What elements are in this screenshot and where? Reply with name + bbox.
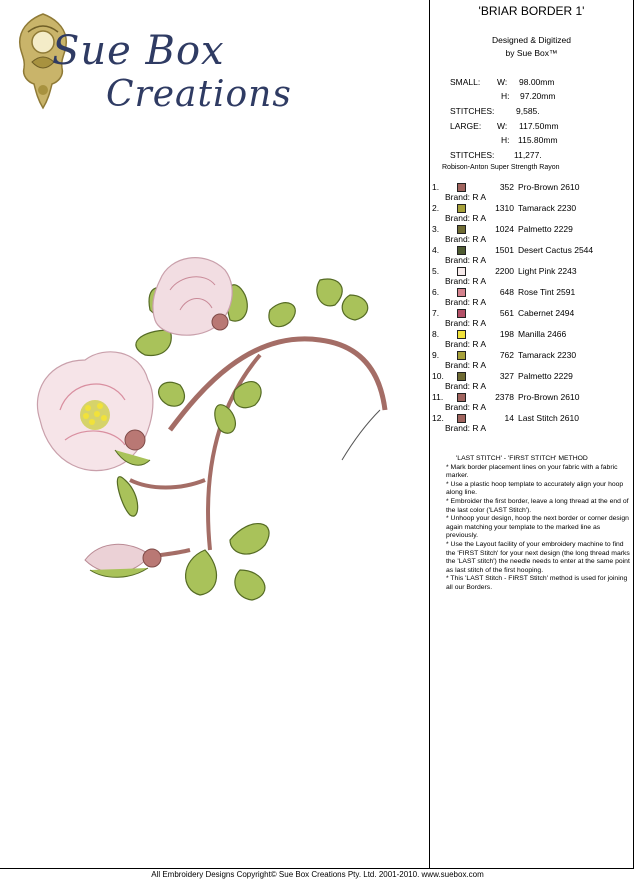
main-stem: [170, 339, 385, 430]
large-h-label: H:: [501, 135, 510, 145]
logo-text-line1: Sue Box: [52, 28, 225, 74]
large-label: LARGE:: [450, 121, 482, 131]
color-brand: Brand: R A: [445, 339, 487, 349]
method-step: * This 'LAST Stitch - FIRST Stitch' method is used for joining all our Borders.: [446, 575, 628, 591]
color-name: Pro-Brown 2610: [518, 182, 580, 192]
designer-credit: [430, 34, 633, 60]
color-code: 2378: [495, 392, 514, 402]
large-stitches-label: STITCHES:: [450, 150, 495, 160]
color-name: Last Stitch 2610: [518, 413, 579, 423]
color-row: [432, 201, 632, 222]
large-width: 117.50mm: [519, 121, 559, 131]
color-number: 4.: [432, 245, 440, 255]
color-brand: Brand: R A: [445, 381, 487, 391]
small-h-label: H:: [501, 91, 510, 101]
leaf: [342, 295, 368, 320]
color-brand: Brand: R A: [445, 360, 487, 370]
color-brand: Brand: R A: [445, 276, 487, 286]
design-title: 'BRIAR BORDER 1': [478, 4, 585, 18]
color-row: [432, 327, 632, 348]
large-stitches: 11,277.: [514, 150, 542, 160]
color-code: 1310: [495, 203, 514, 213]
method-step: * Unhoop your design, hoop the next border or corner design again matching your template to the marked line as previously.: [446, 515, 629, 540]
color-row: [432, 390, 632, 411]
small-stitches: 9,585.: [516, 106, 540, 116]
color-row: [432, 243, 632, 264]
leaf: [317, 279, 342, 306]
color-brand: Brand: R A: [445, 213, 487, 223]
color-brand: Brand: R A: [445, 318, 487, 328]
color-row: [432, 285, 632, 306]
footer-copyright: All Embroidery Designs Copyright© Sue Box Creations Pty. Ltd. 2001-2010. www.suebox.com: [151, 870, 484, 879]
color-name: Tamarack 2230: [518, 203, 577, 213]
color-brand: Brand: R A: [445, 297, 487, 307]
color-swatch: [457, 372, 466, 381]
method-step: * Embroider the first border, leave a long thread at the end of the last color ('LAST Stitch').: [446, 497, 629, 514]
logo: [14, 12, 292, 115]
color-swatch: [457, 393, 466, 402]
color-number: 12.: [432, 413, 444, 423]
color-row: [432, 411, 632, 432]
color-name: Tamarack 2230: [518, 350, 577, 360]
small-width: 98.00mm: [519, 77, 555, 87]
color-row: [432, 180, 632, 201]
color-code: 762: [499, 350, 514, 360]
column-divider: [429, 0, 430, 868]
color-brand: Brand: R A: [445, 192, 487, 202]
color-swatch: [457, 309, 466, 318]
color-list: [432, 180, 632, 432]
color-number: 11.: [432, 392, 444, 402]
color-row: [432, 369, 632, 390]
color-name: Manilla 2466: [518, 329, 567, 339]
color-code: 1501: [495, 245, 514, 255]
color-row: [432, 264, 632, 285]
color-code: 648: [499, 287, 514, 297]
color-row: [432, 348, 632, 369]
color-code: 14: [504, 413, 514, 423]
leaf: [269, 303, 295, 327]
color-swatch: [457, 351, 466, 360]
rose-bud: [85, 544, 161, 577]
small-label: SMALL:: [450, 77, 481, 87]
designed-line1: Designed & Digitized: [492, 35, 571, 45]
color-swatch: [457, 204, 466, 213]
color-brand: Brand: R A: [445, 255, 487, 265]
method-instructions: [446, 455, 632, 593]
rose-top: [153, 258, 232, 336]
color-number: 7.: [432, 308, 440, 318]
embroidery-design-image: [30, 250, 410, 650]
color-number: 1.: [432, 182, 440, 192]
small-stitches-label: STITCHES:: [450, 106, 495, 116]
color-number: 10.: [432, 371, 444, 381]
color-number: 2.: [432, 203, 440, 213]
color-code: 1024: [495, 224, 514, 234]
color-code: 561: [499, 308, 514, 318]
color-name: Rose Tint 2591: [518, 287, 576, 297]
rose-open: [37, 352, 153, 471]
color-name: Cabernet 2494: [518, 308, 575, 318]
color-number: 3.: [432, 224, 440, 234]
color-brand: Brand: R A: [445, 423, 487, 433]
color-number: 5.: [432, 266, 440, 276]
color-name: Pro-Brown 2610: [518, 392, 580, 402]
color-name: Palmetto 2229: [518, 224, 573, 234]
color-swatch: [457, 414, 466, 423]
color-number: 8.: [432, 329, 440, 339]
color-code: 327: [499, 371, 514, 381]
leaf: [136, 330, 171, 355]
leaf: [159, 382, 185, 406]
color-number: 6.: [432, 287, 440, 297]
color-row: [432, 306, 632, 327]
color-code: 2200: [495, 266, 514, 276]
method-step: * Mark border placement lines on your fabric with a fabric marker.: [446, 463, 618, 480]
color-code: 198: [499, 329, 514, 339]
color-swatch: [457, 225, 466, 234]
designed-line2: by Sue Box™: [505, 48, 558, 58]
small-w-label: W:: [497, 77, 508, 87]
method-steps: [446, 464, 632, 593]
color-swatch: [457, 330, 466, 339]
color-row: [432, 222, 632, 243]
color-brand: Brand: R A: [445, 234, 487, 244]
method-step: * Use a plastic hoop template to accurately align your hoop along line.: [446, 480, 624, 497]
color-swatch: [457, 246, 466, 255]
color-number: 9.: [432, 350, 440, 360]
color-name: Light Pink 2243: [518, 266, 577, 276]
leaf: [235, 570, 265, 600]
color-swatch: [457, 183, 466, 192]
color-swatch: [457, 288, 466, 297]
color-brand: Brand: R A: [445, 402, 487, 412]
method-step: * Use the Layout facility of your embroidery machine to find the 'FIRST Stitch' for your next design (the long thread marks the 'LAST stitch') the needle needs to enter at the same point as last stitch of the first hooping.: [446, 540, 630, 574]
color-name: Palmetto 2229: [518, 371, 573, 381]
thread-brand-line: Robison-Anton Super Strength Rayon: [442, 164, 560, 171]
leaf: [186, 550, 217, 595]
color-code: 352: [499, 182, 514, 192]
large-height: 115.80mm: [518, 135, 558, 145]
color-swatch: [457, 267, 466, 276]
large-w-label: W:: [497, 121, 508, 131]
small-height: 97.20mm: [520, 91, 556, 101]
logo-text-line2: Creations: [106, 74, 292, 115]
color-name: Desert Cactus 2544: [518, 245, 594, 255]
method-heading: 'LAST STITCH' - 'FIRST STITCH' METHOD: [456, 455, 588, 462]
leaf: [230, 524, 269, 554]
